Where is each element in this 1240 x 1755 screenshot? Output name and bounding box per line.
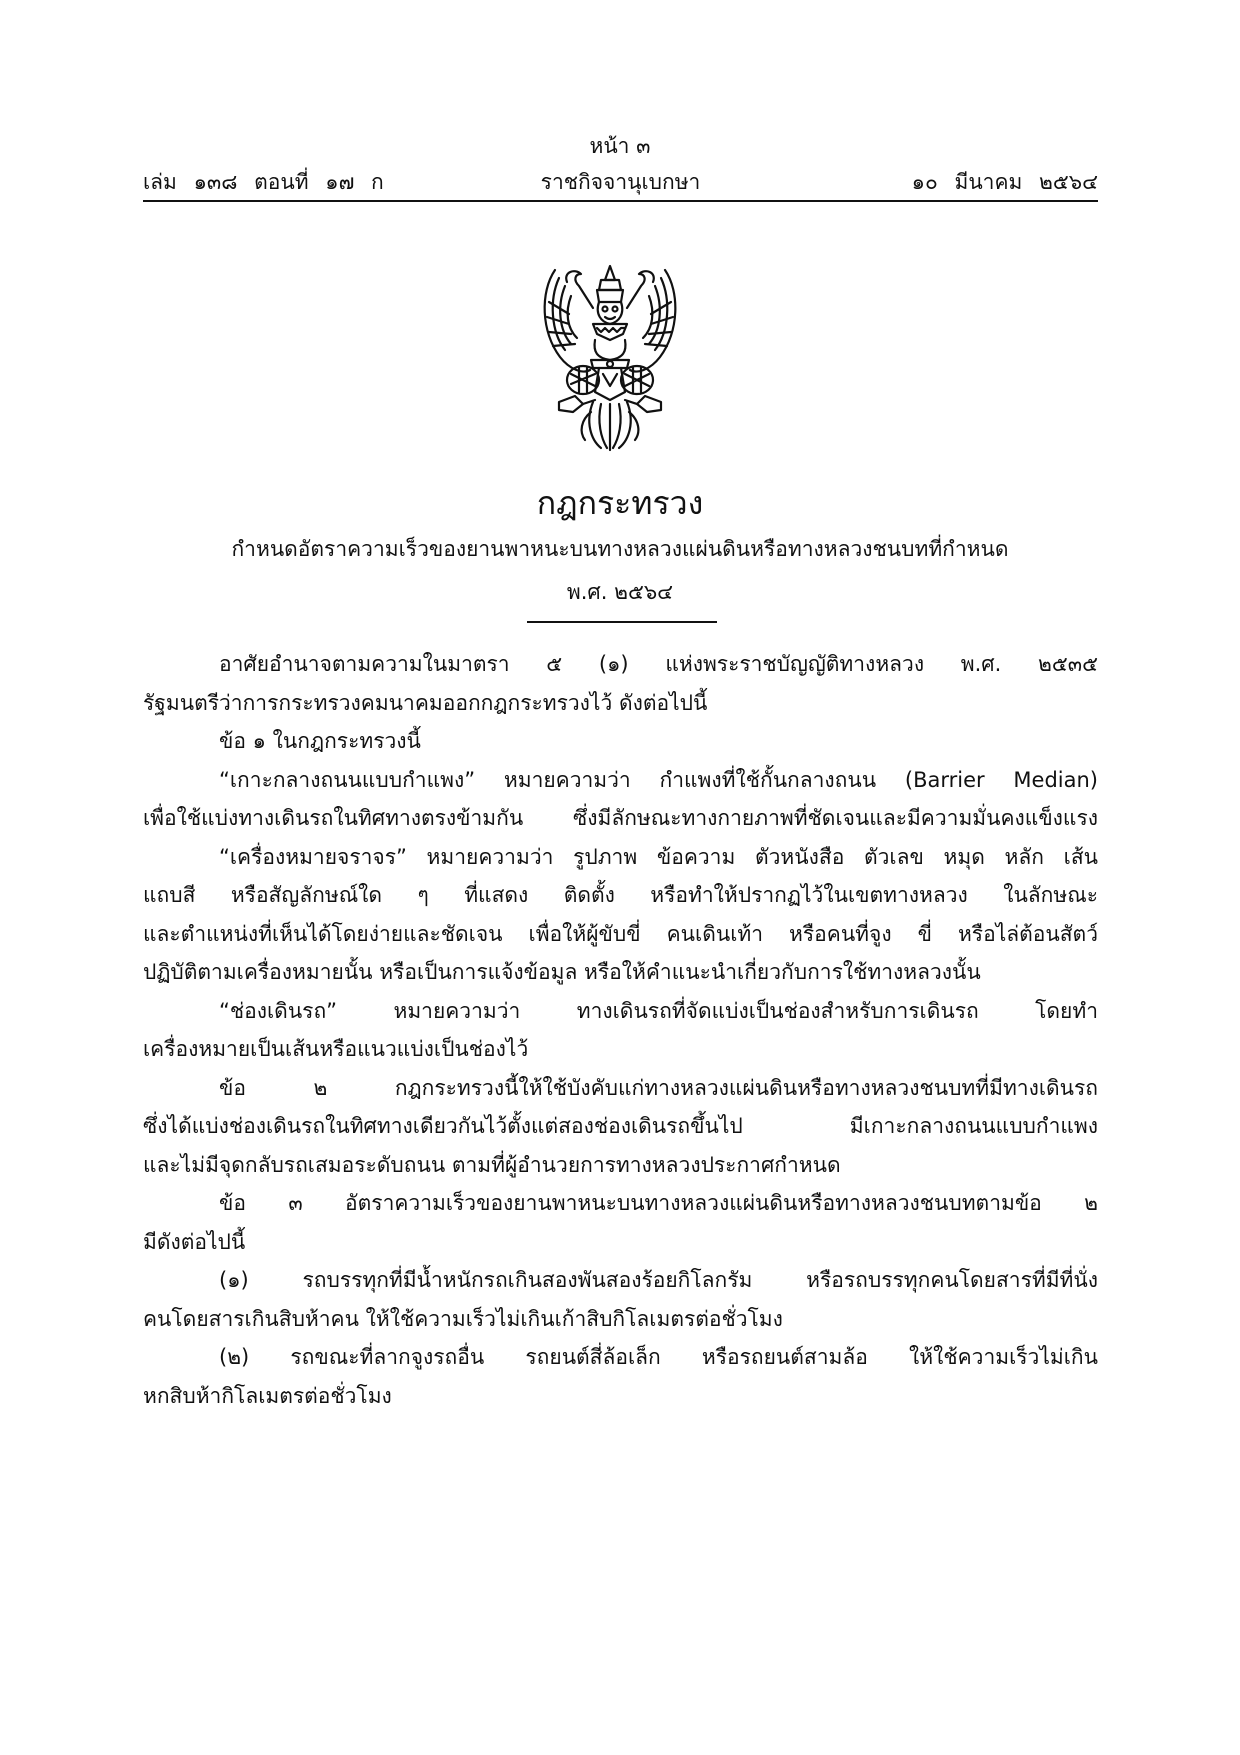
publication-date: ๑๐ มีนาคม ๒๕๖๔: [911, 170, 1098, 194]
clause-line: ข้อ ๒ กฎกระทรวงนี้ให้ใช้บังคับแก่ทางหลวงแผ่นดินหรือทางหลวงชนบทที่มีทางเดินรถ: [219, 1075, 1098, 1100]
header-divider: [143, 200, 1098, 202]
definition-line: เครื่องหมายเป็นเส้นหรือแนวแบ่งเป็นช่องไว้: [143, 1037, 529, 1061]
document-year: พ.ศ. ๒๕๖๔: [566, 580, 674, 604]
preamble-line: อาศัยอำนาจตามความในมาตรา ๕ (๑) แห่งพระราชบัญญัติทางหลวง พ.ศ. ๒๕๓๕: [219, 652, 1098, 676]
document-body: [143, 645, 1098, 1415]
definition-line: และตำแหน่งที่เห็นได้โดยง่ายและชัดเจน เพื่อให้ผู้ขับขี่ คนเดินเท้า หรือคนที่จูง ขี่ หรือไล่ต้อนสัตว์: [143, 921, 1098, 946]
title-divider: [527, 621, 717, 623]
definition-line: “เกาะกลางถนนแบบกำแพง” หมายความว่า กำแพงที่ใช้กั้นกลางถนน (Barrier Median): [219, 767, 1098, 792]
gazette-header: [143, 166, 1098, 196]
item-line: หกสิบห้ากิโลเมตรต่อชั่วโมง: [143, 1383, 392, 1408]
volume-issue: เล่ม ๑๓๘ ตอนที่ ๑๗ ก: [143, 170, 384, 194]
page-number: หน้า ๓: [589, 134, 651, 158]
item-line: (๒) รถขณะที่ลากจูงรถอื่น รถยนต์สี่ล้อเล็ก หรือรถยนต์สามล้อ ให้ใช้ความเร็วไม่เกิน: [219, 1345, 1098, 1369]
garuda-emblem-icon: [535, 262, 685, 452]
clause-line: ซึ่งได้แบ่งช่องเดินรถในทิศทางเดียวกันไว้ตั้งแต่สองช่องเดินรถขึ้นไป มีเกาะกลางถนนแบบกำแพง: [143, 1114, 1098, 1138]
item-line: (๑) รถบรรทุกที่มีน้ำหนักรถเกินสองพันสองร้อยกิโลกรัม หรือรถบรรทุกคนโดยสารที่มีที่นั่ง: [219, 1268, 1098, 1292]
definition-line: “ช่องเดินรถ” หมายความว่า ทางเดินรถที่จัดแบ่งเป็นช่องสำหรับการเดินรถ โดยทำ: [219, 998, 1098, 1023]
item-line: คนโดยสารเกินสิบห้าคน ให้ใช้ความเร็วไม่เกินเก้าสิบกิโลเมตรต่อชั่วโมง: [143, 1306, 783, 1331]
document-subtitle: กำหนดอัตราความเร็วของยานพาหนะบนทางหลวงแผ่นดินหรือทางหลวงชนบทที่กำหนด: [231, 537, 1009, 561]
clause-line: ข้อ ๓ อัตราความเร็วของยานพาหนะบนทางหลวงแผ่นดินหรือทางหลวงชนบทตามข้อ ๒: [219, 1191, 1098, 1215]
clause-line: มีดังต่อไปนี้: [143, 1229, 246, 1254]
preamble-line: รัฐมนตรีว่าการกระทรวงคมนาคมออกกฎกระทรวงไว้ ดังต่อไปนี้: [143, 690, 708, 715]
definition-line: ปฏิบัติตามเครื่องหมายนั้น หรือเป็นการแจ้งข้อมูล หรือให้คำแนะนำเกี่ยวกับการใช้ทางหลวงนั้น: [143, 960, 981, 984]
definition-line: แถบสี หรือสัญลักษณ์ใด ๆ ที่แสดง ติดตั้ง หรือทำให้ปรากฏไว้ในเขตทางหลวง ในลักษณะ: [143, 883, 1098, 907]
definition-line: เพื่อใช้แบ่งทางเดินรถในทิศทางตรงข้ามกัน ซึ่งมีลักษณะทางกายภาพที่ชัดเจนและมีความมั่นคงแข็งแรง: [143, 806, 1098, 830]
clause-line: และไม่มีจุดกลับรถเสมอระดับถนน ตามที่ผู้อำนวยการทางหลวงประกาศกำหนด: [143, 1152, 841, 1177]
definition-line: “เครื่องหมายจราจร” หมายความว่า รูปภาพ ข้อความ ตัวหนังสือ ตัวเลข หมุด หลัก เส้น: [219, 844, 1098, 869]
gazette-name: ราชกิจจานุเบกษา: [540, 170, 701, 194]
clause-heading: ข้อ ๑ ในกฎกระทรวงนี้: [219, 729, 421, 753]
document-title: กฎกระทรวง: [536, 484, 704, 522]
